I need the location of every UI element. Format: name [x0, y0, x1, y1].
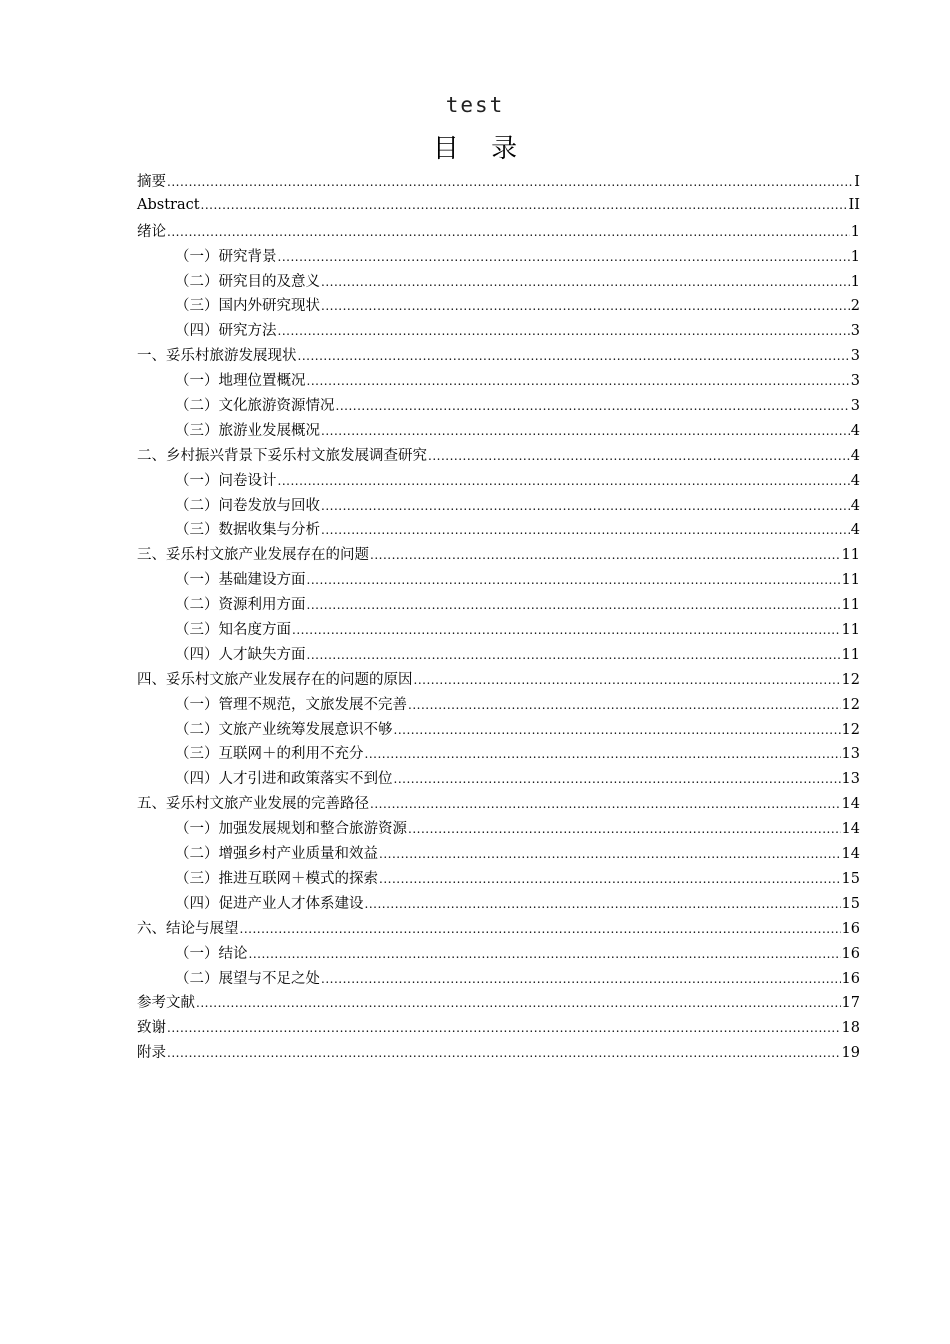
toc-dot-leader: [408, 694, 841, 709]
toc-dot-leader: [428, 445, 850, 460]
toc-entry-page-number: 2: [850, 298, 860, 315]
toc-entry[interactable]: [137, 568, 860, 593]
toc-entry-page-number: 19: [841, 1045, 860, 1062]
toc-entry[interactable]: [137, 892, 860, 917]
toc-entry[interactable]: [137, 668, 860, 693]
toc-entry-page-number: 11: [841, 547, 860, 564]
toc-entry-label: （四）研究方法: [175, 323, 277, 340]
toc-entry-label: （四）促进产业人才体系建设: [175, 895, 364, 912]
toc-entry-page-number: 15: [841, 895, 860, 912]
toc-entry-label: 致谢: [137, 1020, 166, 1037]
toc-dot-leader: [321, 968, 841, 983]
toc-entry-page-number: 13: [841, 746, 860, 763]
toc-entry-page-number: 1: [850, 273, 860, 290]
toc-entry[interactable]: [137, 693, 860, 718]
toc-entry-label: （三）互联网＋的利用不充分: [175, 746, 364, 763]
toc-entry-page-number: 3: [850, 323, 860, 340]
toc-dot-leader: [249, 943, 841, 958]
toc-entry-page-number: 4: [850, 422, 860, 439]
toc-entry-page-number: 4: [850, 447, 860, 464]
toc-entry-page-number: 14: [841, 796, 860, 813]
toc-entry[interactable]: [137, 917, 860, 942]
toc-entry-page-number: 3: [850, 398, 860, 415]
toc-entry-label: （三）旅游业发展概况: [175, 422, 320, 439]
toc-dot-leader: [408, 819, 841, 834]
toc-entry[interactable]: [137, 792, 860, 817]
toc-dot-leader: [196, 993, 841, 1008]
toc-entry[interactable]: [137, 170, 860, 195]
toc-entry-label: （一）问卷设计: [175, 472, 277, 489]
toc-entry[interactable]: [137, 419, 860, 444]
toc-entry[interactable]: [137, 344, 860, 369]
toc-entry[interactable]: [137, 518, 860, 543]
toc-dot-leader: [167, 172, 853, 187]
toc-entry[interactable]: [137, 742, 860, 767]
toc-entry[interactable]: [137, 319, 860, 344]
toc-entry-page-number: 12: [841, 696, 860, 713]
toc-dot-leader: [278, 246, 850, 261]
toc-entry-page-number: 1: [850, 248, 860, 265]
toc-entry-label: 附录: [137, 1045, 166, 1062]
toc-entry-page-number: 3: [850, 373, 860, 390]
toc-entry-page-number: 3: [850, 348, 860, 365]
toc-entry-label: 二、乡村振兴背景下妥乐村文旅发展调查研究: [137, 447, 427, 464]
toc-entry-page-number: 4: [850, 472, 860, 489]
toc-entry[interactable]: [137, 270, 860, 295]
toc-entry-label: （三）数据收集与分析: [175, 522, 320, 539]
toc-entry-page-number: 1: [850, 223, 860, 240]
toc-dot-leader: [321, 420, 850, 435]
toc-entry-page-number: 11: [841, 622, 860, 639]
toc-entry-label: （二）文旅产业统筹发展意识不够: [175, 721, 393, 738]
toc-dot-leader: [298, 346, 850, 361]
page-header: test: [445, 93, 505, 117]
toc-entry[interactable]: [137, 469, 860, 494]
toc-entry-page-number: 11: [841, 646, 860, 663]
toc-entry-page-number: 4: [850, 497, 860, 514]
toc-entry-label: 五、妥乐村文旅产业发展的完善路径: [137, 796, 369, 813]
toc-entry-label: （一）加强发展规划和整合旅游资源: [175, 821, 407, 838]
toc-entry[interactable]: [137, 195, 860, 220]
toc-entry-label: （四）人才引进和政策落实不到位: [175, 771, 393, 788]
toc-entry[interactable]: [137, 245, 860, 270]
toc-entry[interactable]: [137, 618, 860, 643]
toc-entry-page-number: 16: [841, 970, 860, 987]
toc-entry-label: 六、结论与展望: [137, 920, 239, 937]
toc-entry-page-number: 11: [841, 597, 860, 614]
toc-dot-leader: [278, 470, 850, 485]
toc-entry[interactable]: [137, 867, 860, 892]
toc-entry[interactable]: [137, 494, 860, 519]
toc-entry-label: （一）地理位置概况: [175, 373, 306, 390]
toc-dot-leader: [167, 221, 850, 236]
toc-dot-leader: [307, 371, 850, 386]
toc-entry-page-number: 15: [841, 870, 860, 887]
toc-entry-label: （二）问卷发放与回收: [175, 497, 320, 514]
toc-entry[interactable]: [137, 394, 860, 419]
toc-entry-page-number: 16: [841, 945, 860, 962]
toc-entry-page-number: 16: [841, 920, 860, 937]
toc-entry-label: 四、妥乐村文旅产业发展存在的问题的原因: [137, 671, 413, 688]
toc-entry-label: 参考文献: [137, 995, 195, 1012]
toc-entry[interactable]: [137, 942, 860, 967]
toc-entry[interactable]: [137, 991, 860, 1016]
toc-dot-leader: [336, 396, 850, 411]
toc-entry-page-number: 11: [841, 572, 860, 589]
toc-entry-label: （三）国内外研究现状: [175, 298, 320, 315]
toc-entry-label: （四）人才缺失方面: [175, 646, 306, 663]
toc-entry-page-number: 12: [841, 721, 860, 738]
toc-entry-label: （三）知名度方面: [175, 622, 291, 639]
toc-entry[interactable]: [137, 294, 860, 319]
toc-entry-label: （一）管理不规范，文旅发展不完善: [175, 696, 407, 713]
toc-dot-leader: [365, 893, 841, 908]
toc-dot-leader: [240, 918, 841, 933]
toc-dot-leader: [321, 296, 850, 311]
toc-entry-label: 一、妥乐村旅游发展现状: [137, 348, 297, 365]
toc-entry-label: （二）增强乡村产业质量和效益: [175, 846, 378, 863]
toc-entry-label: （二）展望与不足之处: [175, 970, 320, 987]
toc-dot-leader: [201, 195, 848, 210]
toc-entry-label: （三）推进互联网＋模式的探索: [175, 870, 378, 887]
toc-entry-label: （一）结论: [175, 945, 248, 962]
toc-dot-leader: [379, 844, 841, 859]
toc-entry[interactable]: [137, 1016, 860, 1041]
toc-dot-leader: [167, 1018, 841, 1033]
toc-entry-page-number: 12: [841, 671, 860, 688]
toc-dot-leader: [307, 570, 841, 585]
toc-entry-page-number: 14: [841, 821, 860, 838]
toc-dot-leader: [321, 495, 850, 510]
toc-entry[interactable]: [137, 718, 860, 743]
toc-entry-page-number: 17: [841, 995, 860, 1012]
toc-entry-page-number: 4: [850, 522, 860, 539]
toc-entry[interactable]: [137, 643, 860, 668]
toc-entry-label: Abstract: [137, 197, 200, 214]
toc-entry-label: （一）研究背景: [175, 248, 277, 265]
toc-dot-leader: [321, 520, 850, 535]
toc-dot-leader: [394, 769, 841, 784]
toc-entry[interactable]: [137, 842, 860, 867]
toc-entry[interactable]: [137, 220, 860, 245]
toc-entry[interactable]: [137, 967, 860, 992]
toc-dot-leader: [379, 868, 841, 883]
toc-entry-label: （二）研究目的及意义: [175, 273, 320, 290]
toc-entry-label: 绪论: [137, 223, 166, 240]
toc-entry-page-number: 18: [841, 1020, 860, 1037]
toc-entry[interactable]: [137, 543, 860, 568]
toc-dot-leader: [365, 744, 841, 759]
toc-entry-page-number: I: [854, 174, 860, 190]
toc-entry[interactable]: [137, 444, 860, 469]
toc-dot-leader: [321, 271, 850, 286]
toc-dot-leader: [414, 669, 841, 684]
toc-entry[interactable]: [137, 593, 860, 618]
toc-entry-label: 摘要: [137, 174, 166, 190]
toc-entry[interactable]: [137, 369, 860, 394]
toc-dot-leader: [307, 644, 841, 659]
toc-title: 目 录: [432, 134, 530, 164]
toc-entry-label: 三、妥乐村文旅产业发展存在的问题: [137, 547, 369, 564]
toc-entry[interactable]: [137, 817, 860, 842]
toc-entry-label: （二）文化旅游资源情况: [175, 398, 335, 415]
toc-entry-page-number: 13: [841, 771, 860, 788]
toc-entry[interactable]: [137, 767, 860, 792]
toc-dot-leader: [167, 1043, 841, 1058]
toc-dot-leader: [370, 545, 841, 560]
toc-entry-label: （二）资源利用方面: [175, 597, 306, 614]
toc-entry-page-number: 14: [841, 846, 860, 863]
toc-dot-leader: [370, 794, 841, 809]
toc-entry-label: （一）基础建设方面: [175, 572, 306, 589]
toc-dot-leader: [292, 620, 841, 635]
table-of-contents: [137, 170, 860, 1066]
toc-dot-leader: [307, 595, 841, 610]
toc-entry-page-number: II: [848, 197, 860, 214]
toc-dot-leader: [394, 719, 841, 734]
toc-entry[interactable]: [137, 1041, 860, 1066]
toc-dot-leader: [278, 321, 850, 336]
